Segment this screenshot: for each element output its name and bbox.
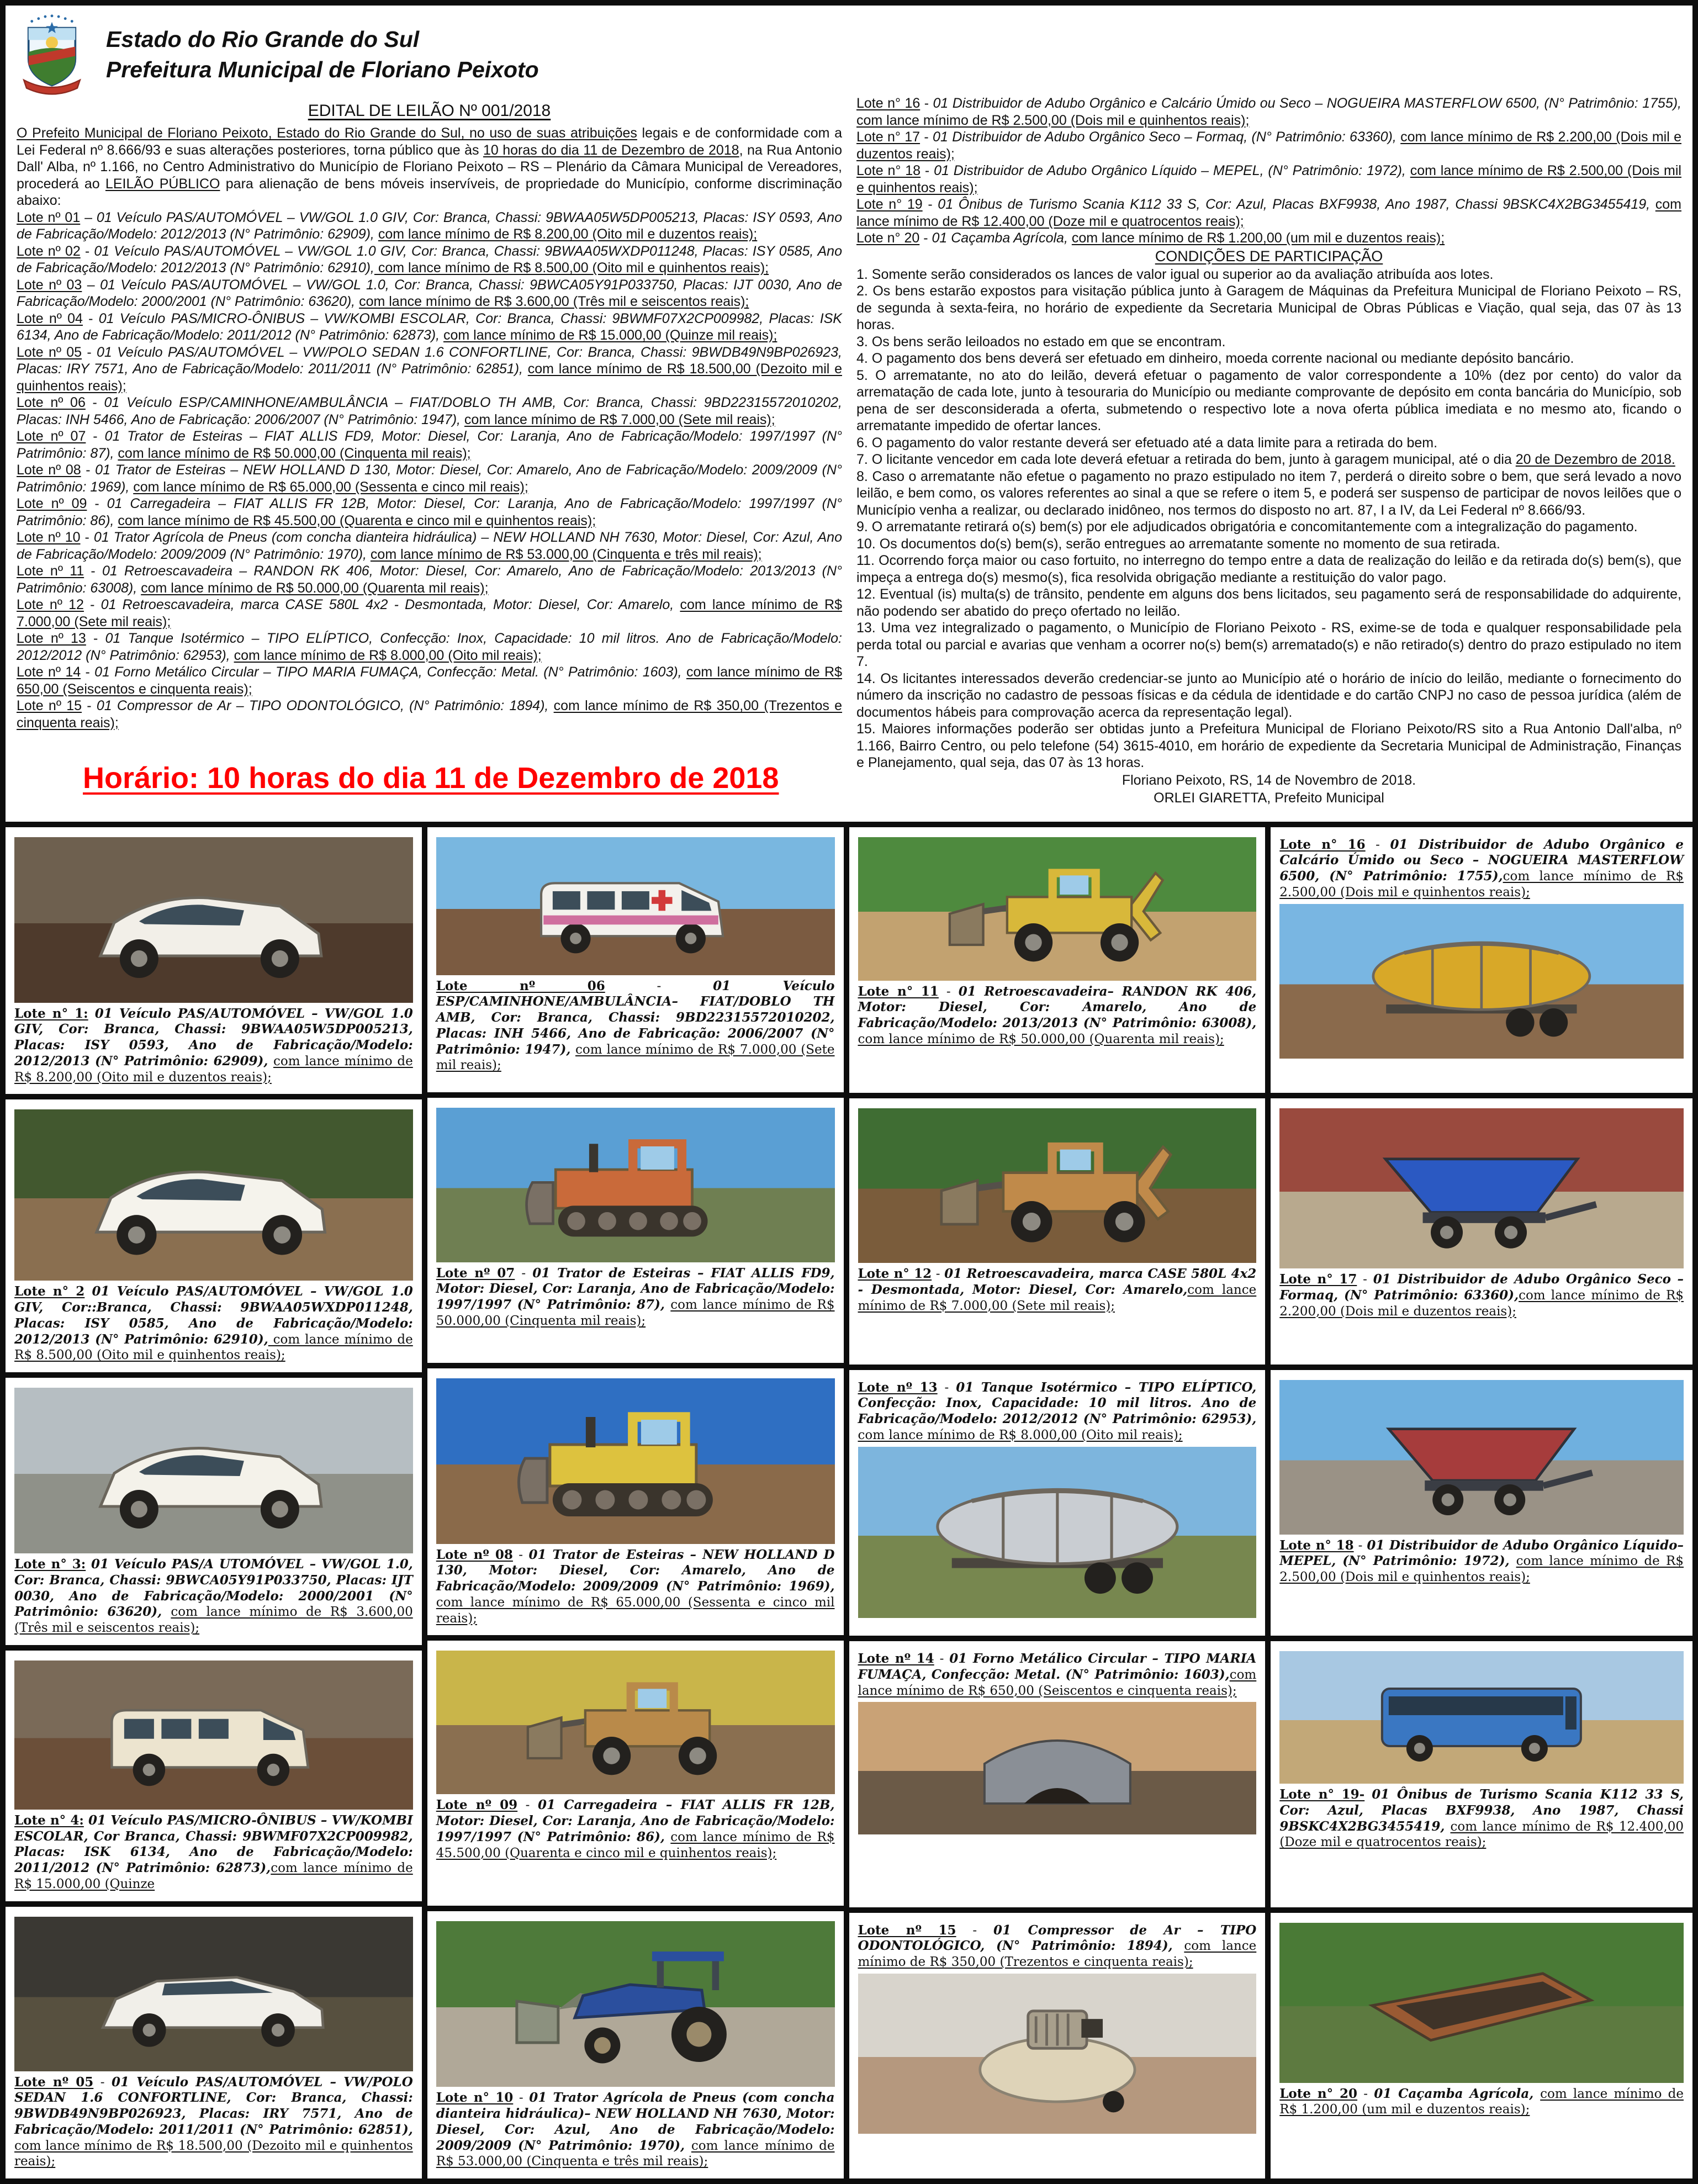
lot-07-caption: Lote nº 07 - 01 Trator de Esteiras – FIAT ALLIS FD9, Motor: Diesel, Cor: Laranja, Ano de Fabricação/Modelo: 1997/1997 (N° Patrimônio: 87), com lance mínimo de R$ 50.000,00 (Cinquenta mil reais); bbox=[436, 1265, 835, 1328]
closing-place-date: Floriano Peixoto, RS, 14 de Novembro de 2018. bbox=[1122, 772, 1416, 788]
bucket-illustration-icon bbox=[1279, 1923, 1684, 2083]
condition-item-13: 13. Uma vez integralizado o pagamento, o Município de Floriano Peixoto - RS, exime-se de toda e qualquer responsabilidade pela perda total ou parcial e avarias que venham a ocorrer no(s) bem(s) arrematado(s) e não retirado(s) dentro do prazo estipulado no item 7. bbox=[856, 620, 1681, 669]
left-column bbox=[17, 13, 842, 807]
lot-10-caption: Lote n° 10 - 01 Trator Agrícola de Pneus (com concha dianteira hidráulica)– NEW HOLLAND NH 7630, Motor: Diesel, Cor: Azul, Ano de Fabricação/Modelo: 2009/2009 (N° Patrimônio: 1970), com lance mínimo de R$ 53.000,00 (Cinquenta e três mil reais); bbox=[436, 2090, 835, 2169]
lot-16-caption: Lote n° 16 - 01 Distribuidor de Adubo Orgânico e Calcário Úmido ou Seco – NOGUEIRA MASTERFLOW 6500, (N° Patrimônio: 1755),com lance mínimo de R$ 2.500,00 (Dois mil e quinhentos reais); bbox=[1279, 837, 1684, 900]
lot-05-caption: Lote nº 05 - 01 Veículo PAS/AUTOMÓVEL – VW/POLO SEDAN 1.6 CONFORTLINE, Cor: Branca, Chassi: 9BWDB49N9BP026923, Placas: IRY 7571, Ano de Fabricação/Modelo: 2011/2011 (N° Patrimônio: 62851), com lance mínimo de R$ 18.500,00 (Dezoito mil e quinhentos reais); bbox=[14, 2074, 413, 2169]
lot-20-description: Lote n° 20 - 01 Caçamba Agrícola, com lance mínimo de R$ 1.200,00 (um mil e duzentos reais); bbox=[856, 230, 1445, 246]
spreader-illustration-icon bbox=[1279, 1108, 1684, 1268]
lot-13-caption: Lote nº 13 - 01 Tanque Isotérmico – TIPO ELÍPTICO, Confecção: Inox, Capacidade: 10 mil litros. Ano de Fabricação/Modelo: 2012/2012 (N° Patrimônio: 62953), com lance mínimo de R$ 8.000,00 (Oito mil reais); bbox=[858, 1379, 1257, 1442]
condition-item-7: 7. O licitante vencedor em cada lote deverá efetuar a retirada do bem, junto à garagem municipal, até o dia 20 de Dezembro de 2018. bbox=[856, 452, 1675, 467]
lot-03-description: Lote nº 03 – 01 Veículo PAS/AUTOMÓVEL – VW/GOL 1.0, Cor: Branca, Chassi: 9BWCA05Y91P033750, Placas: IJT 0030, Ano de Fabricação/Modelo: 2000/2001 (N° Patrimônio: 63620), com lance mínimo de R$ 3.600,00 (Três mil e seiscentos reais); bbox=[17, 277, 843, 309]
lot-09-caption: Lote nº 09 - 01 Carregadeira – FIAT ALLIS FR 12B, Motor: Diesel, Cor: Laranja, Ano de Fabricação/Modelo: 1997/1997 (N° Patrimônio: 86), com lance mínimo de R$ 45.500,00 (Quarenta e cinco mil e quinhentos reais); bbox=[436, 1797, 835, 1860]
lot-08-photo bbox=[436, 1378, 835, 1544]
lot-18-caption: Lote n° 18 - 01 Distribuidor de Adubo Orgânico Líquido– MEPEL, (N° Patrimônio: 1972), com lance mínimo de R$ 2.500,00 (Dois mil e quinhentos reais); bbox=[1279, 1537, 1684, 1584]
lot-17-photo bbox=[1279, 1108, 1684, 1268]
lot-09-description: Lote nº 09 - 01 Carregadeira – FIAT ALLIS FR 12B, Motor: Diesel, Cor: Laranja, Ano de Fabricação/Modelo: 1997/1997 (N° Patrimônio: 86), com lance mínimo de R$ 45.500,00 (Quarenta e cinco mil e quinhentos reais); bbox=[17, 496, 842, 528]
lot-15-photo bbox=[858, 1974, 1257, 2134]
lot-14-cell bbox=[849, 1641, 1266, 1913]
gallery-column-2 bbox=[427, 827, 849, 2179]
lot-13-cell bbox=[849, 1370, 1266, 1642]
dozer-illustration-icon bbox=[436, 1108, 835, 1262]
municipality-name: Prefeitura Municipal de Floriano Peixoto bbox=[106, 57, 539, 82]
lot-10-description: Lote nº 10 - 01 Trator Agrícola de Pneus (com concha dianteira hidráulica) – NEW HOLLAND NH 7630, Motor: Diesel, Cor: Azul, Ano de Fabricação/Modelo: 2009/2009 (N° Patrimônio: 1970), com lance mínimo de R$ 53.000,00 (Cinquenta e três mil reais); bbox=[17, 530, 842, 562]
lot-12-photo bbox=[858, 1108, 1257, 1263]
closing-signature: ORLEI GIARETTA, Prefeito Municipal bbox=[1154, 790, 1384, 806]
lot-05-description: Lote nº 05 - 01 Veículo PAS/AUTOMÓVEL – VW/POLO SEDAN 1.6 CONFORTLINE, Cor: Branca, Chassi: 9BWDB49N9BP026923, Placas: IRY 7571, Ano de Fabricação/Modelo: 2011/2011 (N° Patrimônio: 62851), com lance mínimo de R$ 18.500,00 (Dezoito mil e quinhentos reais); bbox=[17, 344, 842, 394]
condition-item-12: 12. Eventual (is) multa(s) de trânsito, pendente em alguns dos bens licitados, seu pagamento será de responsabilidade do adquirente, não podendo ser abatido do preço ofertado no leilão. bbox=[856, 586, 1681, 619]
lot-01-caption: Lote n° 1: 01 Veículo PAS/AUTOMÓVEL – VW/GOL 1.0 GIV, Cor: Branca, Chassi: 9BWAA05W5DP005213, Placas: ISY 0593, Ano de Fabricação/Modelo: 2012/2013 (N° Patrimônio: 62909), com lance mínimo de R$ 8.200,00 (Oito mil e duzentos reais); bbox=[14, 1006, 413, 1085]
lot-03-caption: Lote n° 3: 01 Veículo PAS/A UTOMÓVEL – VW/GOL 1.0, Cor: Branca, Chassi: 9BWCA05Y91P033750, Placas: IJT 0030, Ano de Fabricação/Modelo: 2000/2001 (N° Patrimônio: 63620), com lance mínimo de R$ 3.600,00 (Três mil e seiscentos reais); bbox=[14, 1557, 413, 1635]
lot-19-description: Lote n° 19 - 01 Ônibus de Turismo Scania K112 33 S, Cor: Azul, Placas BXF9938, Ano 1987, Chassi 9BSKC4X2BG3455419, com lance mínimo de R$ 12.400,00 (Doze mil e quatrocentos reais); bbox=[856, 197, 1682, 229]
ambulance-illustration-icon bbox=[436, 837, 835, 975]
lot-02-photo bbox=[14, 1109, 413, 1281]
conditions-title: CONDIÇÕES DE PARTICIPAÇÃO bbox=[1155, 247, 1383, 265]
lot-06-caption: Lote nº 06 - 01 Veículo ESP/CAMINHONE/AMBULÂNCIA– FIAT/DOBLO TH AMB, Cor: Branca, Chassi: 9BD22315572010202, Placas: INH 5466, Ano de Fabricação: 2006/2007 (N° Patrimônio: 1947), com lance mínimo de R$ 7.000,00 (Sete mil reais); bbox=[436, 978, 835, 1073]
lot-18-photo bbox=[1279, 1380, 1684, 1535]
lot-07-description: Lote nº 07 - 01 Trator de Esteiras – FIAT ALLIS FD9, Motor: Diesel, Cor: Laranja, Ano de Fabricação/Modelo: 1997/1997 (N° Patrimônio: 87), com lance mínimo de R$ 50.000,00 (Cinquenta mil reais); bbox=[17, 429, 842, 461]
lot-15-cell bbox=[849, 1913, 1266, 2179]
lot-13-description: Lote nº 13 - 01 Tanque Isotérmico – TIPO ELÍPTICO, Confecção: Inox, Capacidade: 10 mil litros. Ano de Fabricação/Modelo: 2012/2012 (N° Patrimônio: 62953), com lance mínimo de R$ 8.000,00 (Oito mil reais); bbox=[17, 631, 843, 663]
lot-16-cell bbox=[1271, 827, 1692, 1099]
lot-04-photo bbox=[14, 1661, 413, 1810]
lot-11-caption: Lote n° 11 - 01 Retroescavadeira– RANDON RK 406, Motor: Diesel, Cor: Amarelo, Ano de Fabricação/Modelo: 2013/2013 (N° Patrimônio: 63008), com lance mínimo de R$ 50.000,00 (Quarenta mil reais); bbox=[858, 983, 1257, 1046]
lot-11-description: Lote nº 11 - 01 Retroescavadeira – RANDON RK 406, Motor: Diesel, Cor: Amarelo, Ano de Fabricação/Modelo: 2013/2013 (N° Patrimônio: 63008), com lance mínimo de R$ 50.000,00 (Quarenta mil reais); bbox=[17, 563, 843, 596]
tank-illustration-icon bbox=[858, 1447, 1257, 1618]
lot-04-caption: Lote n° 4: 01 Veículo PAS/MICRO-ÔNIBUS – VW/KOMBI ESCOLAR, Cor Branca, Chassi: 9BWMF07X2CP009982, Placas: ISK 6134, Ano de Fabricação/Modelo: 2011/2012 (N° Patrimônio: 62873),com lance mínimo de R$ 15.000,00 (Quinze bbox=[14, 1812, 413, 1891]
lot-10-photo bbox=[436, 1921, 835, 2087]
lot-01-description: Lote nº 01 – 01 Veículo PAS/AUTOMÓVEL – VW/GOL 1.0 GIV, Cor: Branca, Chassi: 9BWAA05W5DP005213, Placas: ISY 0593, Ano de Fabricação/Modelo: 2012/2013 (N° Patrimônio: 62909), com lance mínimo de R$ 8.200,00 (Oito mil e duzentos reais); bbox=[17, 209, 842, 242]
photo-gallery bbox=[6, 822, 1692, 2179]
furnace-illustration-icon bbox=[858, 1702, 1257, 1834]
tank-illustration-icon bbox=[1279, 904, 1684, 1059]
gallery-column-4 bbox=[1271, 827, 1692, 2179]
lot-08-caption: Lote nº 08 - 01 Trator de Esteiras – NEW HOLLAND D 130, Motor: Diesel, Cor: Amarelo, Ano de Fabricação/Modelo: 2009/2009 (N° Patrimônio: 1969), com lance mínimo de R$ 65.000,00 (Sessenta e cinco mil reais); bbox=[436, 1547, 835, 1626]
lot-02-description: Lote nº 02 - 01 Veículo PAS/AUTOMÓVEL – VW/GOL 1.0 GIV, Cor: Branca, Chassi: 9BWAA05WXDP011248, Placas: ISY 0585, Ano de Fabricação/Modelo: 2012/2013 (N° Patrimônio: 62910), com lance mínimo de R$ 8.500,00 (Oito mil e quinhentos reais); bbox=[17, 243, 842, 276]
lot-15-caption: Lote nº 15 - 01 Compressor de Ar – TIPO ODONTOLÓGICO, (N° Patrimônio: 1894), com lance mínimo de R$ 350,00 (Trezentos e cinquenta reais); bbox=[858, 1922, 1257, 1969]
lot-05-cell bbox=[6, 1907, 422, 2179]
condition-item-5: 5. O arrematante, no ato do leilão, deverá efetuar o pagamento de valor correspondente a 10% (dez por cento) do valor da arrematação de cada lote, junto à tesouraria do Município ou mediante comprovante de depósito em conta bancária do Município, sob pena de ser desconsiderada a oferta, submetendo o respectivo lote a nova oferta pública imediata e no mesmo ato, ficando o arrematante impedido de ofertar lances. bbox=[856, 367, 1681, 433]
header-titles bbox=[106, 24, 539, 86]
tractor-illustration-icon bbox=[436, 1921, 835, 2087]
lot-12-cell bbox=[849, 1098, 1266, 1370]
edict-intro-paragraph: O Prefeito Municipal de Floriano Peixoto, Estado do Rio Grande do Sul, no uso de suas atribuições legais e de conformidade com a Lei Federal nº 8.666/93 e suas alterações posteriores, torna público que às 10 horas do dia 11 de Dezembro de 2018, na Rua Antonio Dall' Alba, nº 1.166, no Centro Administrativo do Município de Floriano Peixoto – RS – Plenário da Câmara Municipal de Vereadores, procederá ao LEILÃO PÚBLICO para alienação de bens móveis inservíveis, de propriedade do Município, conforme discriminação abaixo: bbox=[17, 125, 843, 208]
schedule-notice: Horário: 10 horas do dia 11 de Dezembro de 2018 bbox=[83, 762, 779, 795]
lot-01-cell bbox=[6, 827, 422, 1100]
state-name: Estado do Rio Grande do Sul bbox=[106, 26, 420, 52]
bus-illustration-icon bbox=[1279, 1651, 1684, 1784]
conditions-list bbox=[856, 266, 1681, 771]
edict-title: EDITAL DE LEILÃO Nº 001/2018 bbox=[308, 102, 551, 120]
lot-06-photo bbox=[436, 837, 835, 975]
lot-18-description: Lote n° 18 - 01 Distribuidor de Adubo Orgânico Líquido – MEPEL, (N° Patrimônio: 1972), com lance mínimo de R$ 2.500,00 (Dois mil e quinhentos reais); bbox=[856, 163, 1681, 195]
condition-item-2: 2. Os bens estarão expostos para visitação pública junto à Garagem de Máquinas da Prefeitura Municipal de Floriano Peixoto – RS, de segunda à sexta-feira, no horário de expediente da Secretaria Municipal de Obras Públicas e Viação, qual seja, das 07 às 13 horas. bbox=[856, 283, 1681, 332]
lot-05-photo bbox=[14, 1917, 413, 2071]
van-illustration-icon bbox=[14, 1661, 413, 1810]
lot-15-description: Lote nº 15 - 01 Compressor de Ar – TIPO ODONTOLÓGICO, (N° Patrimônio: 1894), com lance mínimo de R$ 350,00 (Trezentos e cinquenta reais); bbox=[17, 698, 843, 731]
lot-11-cell bbox=[849, 827, 1266, 1099]
lot-02-cell bbox=[6, 1099, 422, 1378]
lot-08-description: Lote nº 08 - 01 Trator de Esteiras – NEW HOLLAND D 130, Motor: Diesel, Cor: Amarelo, Ano de Fabricação/Modelo: 2009/2009 (N° Patrimônio: 1969), com lance mínimo de R$ 65.000,00 (Sessenta e cinco mil reais); bbox=[17, 462, 842, 495]
lot-09-cell bbox=[427, 1641, 844, 1911]
car-illustration-icon bbox=[14, 1109, 413, 1281]
lot-06-description: Lote nº 06 - 01 Veículo ESP/CAMINHONE/AMBULÂNCIA – FIAT/DOBLO TH AMB, Cor: Branca, Chassi: 9BD22315572010202, Placas: INH 5466, Ano de Fabricação: 2006/2007 (N° Patrimônio: 1947), com lance mínimo de R$ 7.000,00 (Sete mil reais); bbox=[17, 395, 842, 427]
condition-item-4: 4. O pagamento dos bens deverá ser efetuado em dinheiro, moeda corrente nacional ou mediante depósito bancário. bbox=[856, 351, 1574, 366]
municipal-coat-of-arms-logo bbox=[17, 13, 87, 96]
backhoe-illustration-icon bbox=[858, 1108, 1257, 1263]
condition-item-3: 3. Os bens serão leiloados no estado em que se encontram. bbox=[856, 334, 1226, 350]
lot-17-description: Lote n° 17 - 01 Distribuidor de Adubo Orgânico Seco – Formaq, (N° Patrimônio: 63360), com lance mínimo de R$ 2.200,00 (Dois mil e duzentos reais); bbox=[856, 129, 1682, 162]
lot-14-description: Lote nº 14 - 01 Forno Metálico Circular – TIPO MARIA FUMAÇA, Confecção: Metal. (N° Patrimônio: 1603), com lance mínimo de R$ 650,00 (Seiscentos e cinquenta reais); bbox=[17, 664, 842, 697]
lot-11-photo bbox=[858, 837, 1257, 981]
lot-06-cell bbox=[427, 827, 844, 1098]
lot-19-cell bbox=[1271, 1641, 1692, 1913]
lot-09-photo bbox=[436, 1651, 835, 1794]
lot-01-photo bbox=[14, 837, 413, 1003]
lots-list-right bbox=[856, 95, 1681, 247]
condition-item-8: 8. Caso o arrematante não efetue o pagamento no prazo estipulado no item 7, perderá o direito sobre o bem, que será levado a novo leilão, e bem como, os valores referentes ao sinal a que se refere o item 5, e poderá ser suspenso de participar de novos leilões que o Município venha a realizar, ou declarado inidôneo, nos termos do disposto no art. 87, I a IV, da Lei Federal nº 8.666/93. bbox=[856, 468, 1681, 518]
condition-item-15: 15. Maiores informações poderão ser obtidas junto a Prefeitura Municipal de Floriano Peixoto/RS sito a Rua Antonio Dall'alba, nº 1.166, Bairro Centro, ou pelo telefone (54) 3615-4010, em horário de expediente da Secretaria Municipal de Administração, Finanças e Planejamento, qual seja, das 07 às 13 horas. bbox=[856, 721, 1681, 770]
sedan-illustration-icon bbox=[14, 1917, 413, 2071]
lot-20-photo bbox=[1279, 1923, 1684, 2083]
lot-20-caption: Lote n° 20 - 01 Caçamba Agrícola, com lance mínimo de R$ 1.200,00 (um mil e duzentos reais); bbox=[1279, 2086, 1684, 2117]
lot-03-photo bbox=[14, 1388, 413, 1553]
lot-14-photo bbox=[858, 1702, 1257, 1834]
car-illustration-icon bbox=[14, 1388, 413, 1553]
car-illustration-icon bbox=[14, 837, 413, 1003]
condition-item-1: 1. Somente serão considerados os lances de valor igual ou superior ao da avaliação atribuída aos lotes. bbox=[856, 266, 1494, 282]
spreader-illustration-icon bbox=[1279, 1380, 1684, 1535]
lot-17-caption: Lote n° 17 - 01 Distribuidor de Adubo Orgânico Seco – Formaq, (N° Patrimônio: 63360),com lance mínimo de R$ 2.200,00 (Dois mil e duzentos reais); bbox=[1279, 1272, 1684, 1319]
dozer-illustration-icon bbox=[436, 1378, 835, 1544]
lot-10-cell bbox=[427, 1911, 844, 2178]
lot-18-cell bbox=[1271, 1370, 1692, 1642]
backhoe-illustration-icon bbox=[858, 837, 1257, 981]
lot-04-description: Lote nº 04 - 01 Veículo PAS/MICRO-ÔNIBUS – VW/KOMBI ESCOLAR, Cor: Branca, Chassi: 9BWMF07X2CP009982, Placas: ISK 6134, Ano de Fabricação/Modelo: 2011/2012 (N° Patrimônio: 62873), com lance mínimo de R$ 15.000,00 (Quinze mil reais); bbox=[17, 310, 842, 343]
edict-text-section bbox=[6, 6, 1692, 822]
lot-07-photo bbox=[436, 1108, 835, 1262]
lot-08-cell bbox=[427, 1368, 844, 1641]
condition-item-9: 9. O arrematante retirará o(s) bem(s) por ele adjudicados obrigatória e concomitantemente com a integralização do pagamento. bbox=[856, 519, 1638, 535]
lot-17-cell bbox=[1271, 1098, 1692, 1370]
compressor-illustration-icon bbox=[858, 1974, 1257, 2134]
lot-14-caption: Lote nº 14 - 01 Forno Metálico Circular – TIPO MARIA FUMAÇA, Confecção: Metal. (N° Patrimônio: 1603),com lance mínimo de R$ 650,00 (Seiscentos e cinquenta reais); bbox=[858, 1651, 1257, 1698]
lot-03-cell bbox=[6, 1378, 422, 1651]
gallery-column-3 bbox=[849, 827, 1271, 2179]
lot-13-photo bbox=[858, 1447, 1257, 1618]
condition-item-10: 10. Os documentos do(s) bem(s), serão entregues ao arrematante somente no momento de sua retirada. bbox=[856, 536, 1500, 552]
loader-illustration-icon bbox=[436, 1651, 835, 1794]
lot-02-caption: Lote n° 2 01 Veículo PAS/AUTOMÓVEL – VW/GOL 1.0 GIV, Cor::Branca, Chassi: 9BWAA05WXDP011248, Placas: ISY 0585, Ano de Fabricação/Modelo: 2012/2013 (N° Patrimônio: 62910), com lance mínimo de R$ 8.500,00 (Oito mil e quinhentos reais); bbox=[14, 1284, 413, 1363]
lot-12-caption: Lote n° 12 - 01 Retroescavadeira, marca CASE 580L 4x2 - Desmontada, Motor: Diesel, Cor: Amarelo,com lance mínimo de R$ 7.000,00 (Sete mil reais); bbox=[858, 1266, 1257, 1313]
condition-item-6: 6. O pagamento do valor restante deverá ser efetuado até a data limite para a retirada do bem. bbox=[856, 435, 1438, 451]
lot-16-description: Lote n° 16 - 01 Distribuidor de Adubo Orgânico e Calcário Úmido ou Seco – NOGUEIRA MASTERFLOW 6500, (N° Patrimônio: 1755), com lance mínimo de R$ 2.500,00 (Dois mil e quinhentos reais); bbox=[856, 96, 1681, 128]
lot-19-caption: Lote n° 19- 01 Ônibus de Turismo Scania K112 33 S, Cor: Azul, Placas BXF9938, Ano 1987, Chassi 9BSKC4X2BG3455419, com lance mínimo de R$ 12.400,00 (Doze mil e quatrocentos reais); bbox=[1279, 1787, 1684, 1850]
lot-19-photo bbox=[1279, 1651, 1684, 1784]
lot-20-cell bbox=[1271, 1913, 1692, 2179]
lot-07-cell bbox=[427, 1098, 844, 1368]
lot-16-photo bbox=[1279, 904, 1684, 1059]
condition-item-14: 14. Os licitantes interessados deverão credenciar-se junto ao Município até o horário de início do leilão, mediante o fornecimento do número da inscrição no cadastro de pessoas físicas e da cédula de identidade e do cartão CNPJ no caso de pessoa jurídica (além de documentos hábeis para comprovação acerca da representação legal). bbox=[856, 670, 1681, 720]
right-column bbox=[856, 13, 1681, 807]
lots-list-left bbox=[17, 209, 842, 732]
condition-item-11: 11. Ocorrendo força maior ou caso fortuito, no interregno do tempo entre a data de realização do leilão e da retirada do(s) bem(s), que impeça a entrega do(s) mesmo(s), fica resolvida obrigação mediante a restituição do valor pago. bbox=[856, 553, 1681, 585]
gallery-column-1 bbox=[6, 827, 427, 2179]
document-header bbox=[17, 13, 842, 96]
lot-12-description: Lote nº 12 - 01 Retroescavadeira, marca CASE 580L 4x2 - Desmontada, Motor: Diesel, Cor: Amarelo, com lance mínimo de R$ 7.000,00 (Sete mil reais); bbox=[17, 597, 842, 630]
lot-04-cell bbox=[6, 1651, 422, 1907]
